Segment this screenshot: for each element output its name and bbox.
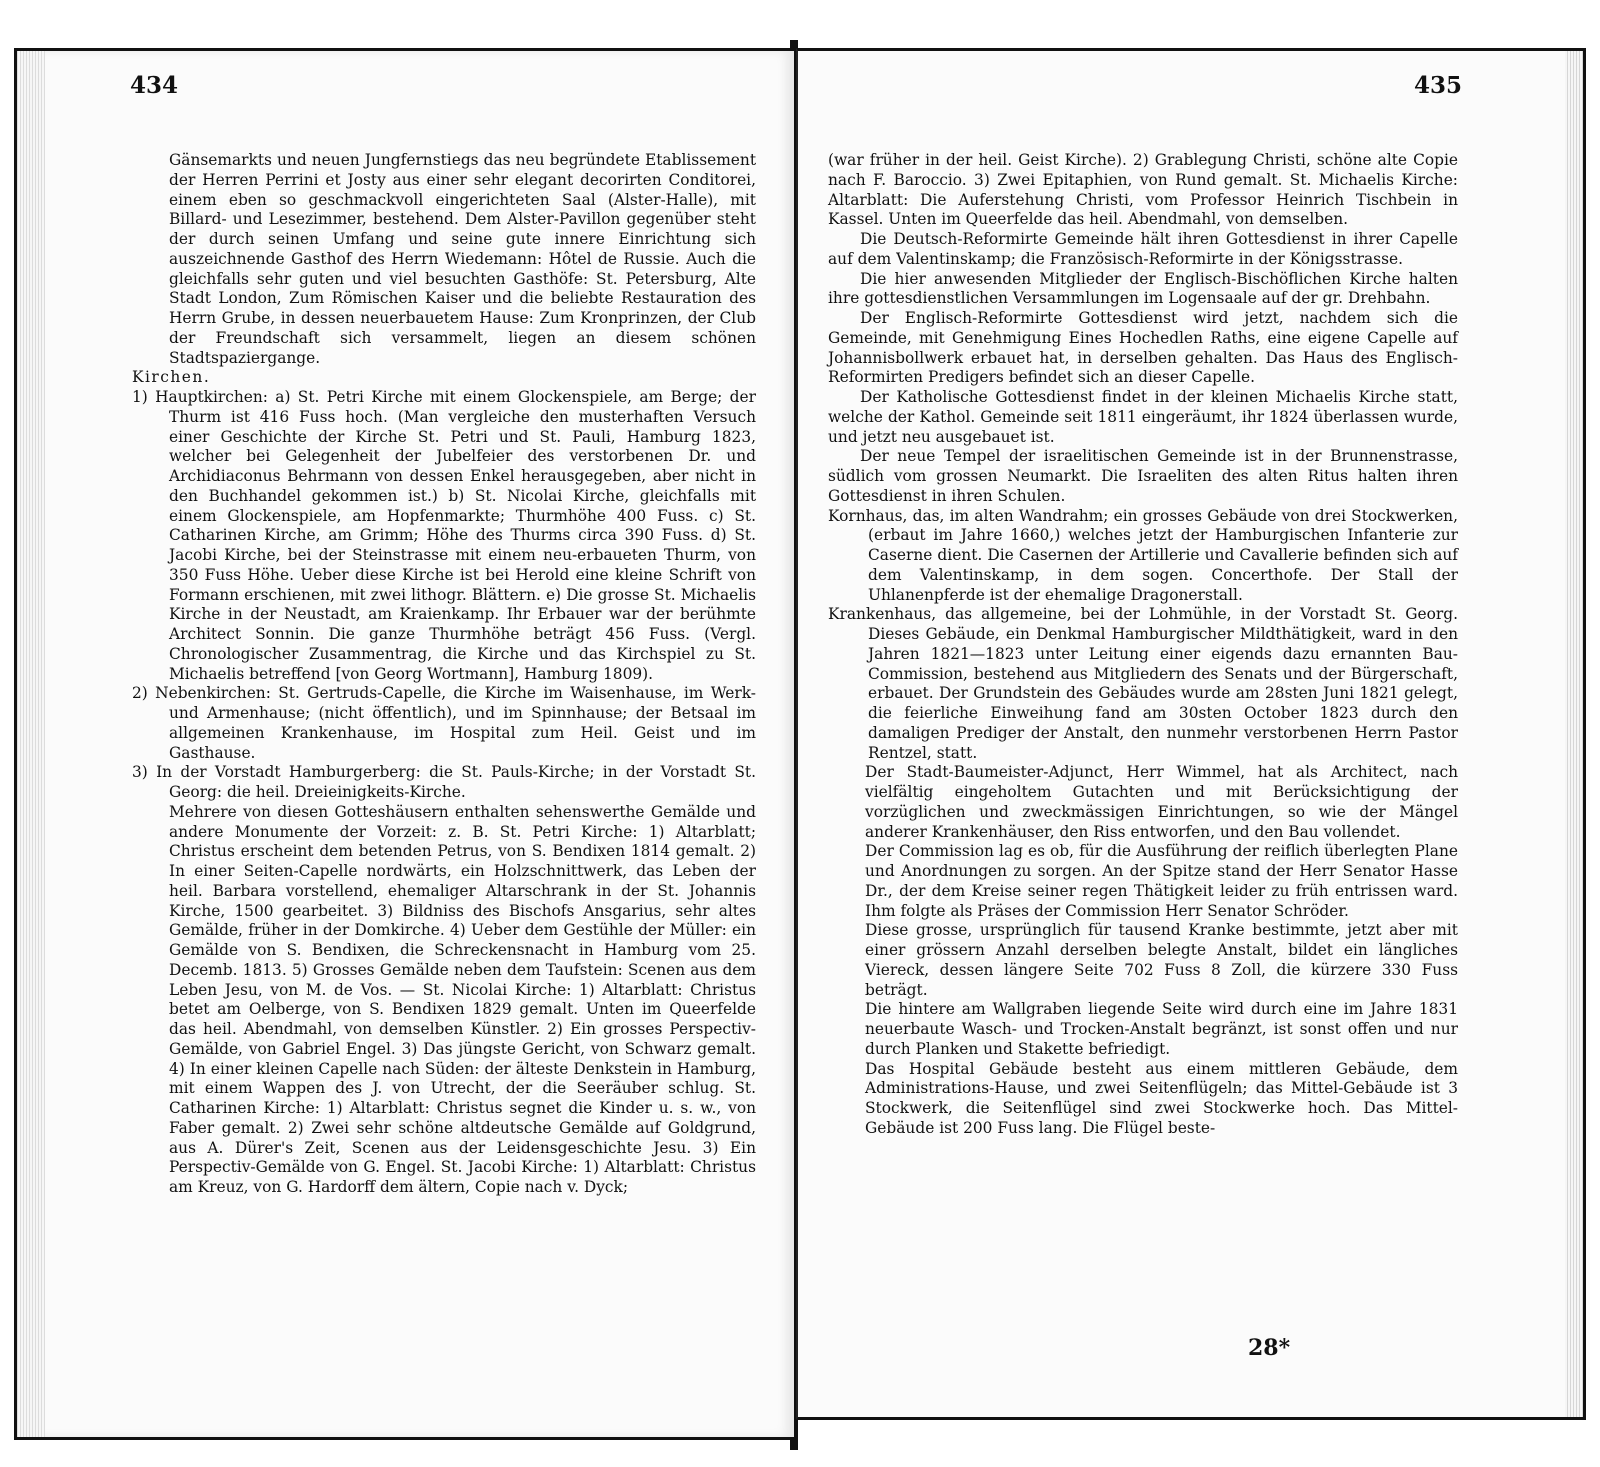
paragraph: Diese grosse, ursprünglich für tausend Kranke bestimmte, jetzt aber mit einer grössern Anzahl derselben belegte Anstalt, bildet ein längliches Viereck, dessen längere Seite 702 Fuss 8 Zoll, die kürzere 330 Fuss beträgt. [865,921,1458,999]
paragraph: Die hintere am Wallgraben liegende Seite wird durch eine im Jahre 1831 neuerbaute Wasch- und Trocken-Anstalt begränzt, ist sonst offen und nur durch Planken und Stakette befriedigt. [865,1000,1458,1058]
list-item: 1) Hauptkirchen: a) St. Petri Kirche mit einem Glockenspiele, am Berge; der Thurm ist 416 Fuss hoch. (Man vergleiche den musterhaften Versuch einer Geschichte der Kirche St. Petri und St. Pauli, Hamburg 1823, welcher bei Gelegenheit der Jubelfeier des verstorbenen Dr. und Archidiaconus Behrmann von dessen Enkel herausgegeben, aber nicht in den Buchhandel gekommen ist.) b) St. Nicolai Kirche, gleichfalls mit einem Glockenspiele, am Hopfenmarkte; Thurmhöhe 400 Fuss. c) St. Catharinen Kirche, am Grimm; Höhe des Thurms circa 390 Fuss. d) St. Jacobi Kirche, bei der Steinstrasse mit einem neu-erbaueten Thurm, von 350 Fuss Höhe. Ueber diese Kirche ist bei Herold eine kleine Schrift von Formann erschienen, mit zwei lithogr. Blättern. e) Die grosse St. Michaelis Kirche in der Neustadt, am Kraienkamp. Ihr Erbauer war der berühmte Architect Sonnin. Die ganze Thurmhöhe beträgt 456 Fuss. (Vergl. Chronologischer Zusammentrag, die Kirche und das Kirchspiel zu St. Michaelis betreffend [von Georg Wortmann], Hamburg 1809). [132,388,756,683]
paragraph: Der Englisch-Reformirte Gottesdienst wird jetzt, nachdem sich die Gemeinde, mit Genehmigung Eines Hochedlen Raths, eine eigene Capelle auf Johannisbollwerk erbauet hat, in derselben gehalten. Das Haus des Englisch-Reformirten Predigers befindet sich an dieser Capelle. [828,309,1458,387]
paragraph: Die hier anwesenden Mitglieder der Englisch-Bischöflichen Kirche halten ihre gottesdienstlichen Versammlungen im Logensaale auf der gr. Drehbahn. [828,269,1458,308]
left-page-number: 434 [130,72,179,99]
paragraph: (war früher in der heil. Geist Kirche). 2) Grablegung Christi, schöne alte Copie nach F. Baroccio. 3) Zwei Epitaphien, von Rund gemalt. St. Michaelis Kirche: Altarblatt: Die Auferstehung Christi, vom Professor Heinrich Tischbein in Kassel. Unten im Queerfelde das heil. Abendmahl, von demselben. [828,151,1458,229]
paragraph: Der neue Tempel der israelitischen Gemeinde ist in der Brunnenstrasse, südlich vom grossen Neumarkt. Die Israeliten des alten Ritus halten ihren Gottesdienst in ihren Schulen. [828,447,1458,505]
signature-mark: 28* [1248,1335,1291,1361]
paragraph: Das Hospital Gebäude besteht aus einem mittleren Gebäude, dem Administrations-Hause, und zwei Seitenflügeln; das Mittel-Gebäude ist 3 Stockwerk, die Seitenflügel sind zwei Stockwerke hoch. Das Mittel-Gebäude ist 200 Fuss lang. Die Flügel beste- [865,1059,1458,1137]
list-item: 2) Nebenkirchen: St. Gertruds-Capelle, die Kirche im Waisenhause, im Werk- und Armenhause; (nicht öffentlich), und im Spinnhause; der Betsaal im allgemeinen Krankenhause, im Hospital zum Heil. Geist und im Gasthause. [132,684,756,762]
right-text-column [828,151,1458,1139]
paragraph: Der Commission lag es ob, für die Ausführung der reiflich überlegten Plane und Anordnungen zu sorgen. An der Spitze stand der Herr Senator Hasse Dr., der dem Kreise seiner regen Thätigkeit leider zu früh entrissen ward. Ihm folgte als Präses der Commission Herr Senator Schröder. [865,842,1458,920]
entry-kornhaus: Kornhaus, das, im alten Wandrahm; ein grosses Gebäude von drei Stockwerken, (erbaut im Jahre 1660,) welches jetzt der Hamburgischen Infanterie zur Caserne dient. Die Casernen der Artillerie und Cavallerie befinden sich auf dem Valentinskamp, in dem sogen. Concerthofe. Der Stall der Uhlanenpferde ist der ehemalige Dragonerstall. [828,506,1458,604]
paragraph: Mehrere von diesen Gotteshäusern enthalten sehenswerthe Gemälde und andere Monumente der Vorzeit: z. B. St. Petri Kirche: 1) Altarblatt; Christus erscheint dem betenden Petrus, von S. Bendixen 1814 gemalt. 2) In einer Seiten-Capelle nordwärts, ein Holzschnittwerk, das Leben der heil. Barbara vorstellend, ehemaliger Altarschrank in der St. Johannis Kirche, 1500 gearbeitet. 3) Bildniss des Bischofs Ansgarius, sehr altes Gemälde, früher in der Domkirche. 4) Ueber dem Gestühle der Müller: ein Gemälde von S. Bendixen, die Schreckensnacht in Hamburg vom 25. Decemb. 1813. 5) Grosses Gemälde neben dem Taufstein: Scenen aus dem Leben Jesu, von M. de Vos. — St. Nicolai Kirche: 1) Altarblatt: Christus betet am Oelberge, von S. Bendixen 1829 gemalt. Unten im Queerfelde das heil. Abendmahl, von demselben Künstler. 2) Ein grosses Perspectiv-Gemälde, von Gabriel Engel. 3) Das jüngste Gericht, von Schwarz gemalt. 4) In einer kleinen Capelle nach Süden: der älteste Denkstein in Hamburg, mit einem Wappen des J. von Utrecht, der die Seeräuber schlug. St. Catharinen Kirche: 1) Altarblatt: Christus segnet die Kinder u. s. w., von Faber gemalt. 2) Zwei sehr schöne altdeutsche Gemälde auf Goldgrund, aus A. Dürer's Zeit, Scenen aus der Leidensgeschichte Jesu. 3) Ein Perspectiv-Gemälde von G. Engel. St. Jacobi Kirche: 1) Altarblatt: Christus am Kreuz, von G. Hardorff dem ältern, Copie nach v. Dyck; [169,802,756,1196]
list-item: 3) In der Vorstadt Hamburgerberg: die St. Pauls-Kirche; in der Vorstadt St. Georg: die heil. Dreieinigkeits-Kirche. [132,763,756,801]
paragraph: Der Katholische Gottesdienst findet in der kleinen Michaelis Kirche statt, welche der Kathol. Gemeinde seit 1811 eingeräumt, ihr 1824 überlassen wurde, und jetzt neu ausgebauet ist. [828,388,1458,446]
paragraph: Der Stadt-Baumeister-Adjunct, Herr Wimmel, hat als Architect, nach vielfältig eingeholtem Gutachten und mit Berücksichtigung der vorzüglichen und zweckmässigen Einrichtungen, so wie der Mängel anderer Krankenhäuser, den Riss entworfen, und den Bau vollendet. [865,763,1458,841]
paragraph: Gänsemarkts und neuen Jungfernstiegs das neu begründete Etablissement der Herren Perrini et Josty aus einer sehr elegant decorirten Conditorei, einem eben so geschmackvoll eingerichteten Saal (Alster-Halle), mit Billard- und Lesezimmer, bestehend. Dem Alster-Pavillon gegenüber steht der durch seinen Umfang und seine gute innere Einrichtung sich auszeichnende Gasthof des Herrn Wiedemann: Hôtel de Russie. Auch die gleichfalls sehr guten und viel besuchten Gasthöfe: St. Petersburg, Alte Stadt London, Zum Römischen Kaiser und die beliebte Restauration des Herrn Grube, in dessen neuerbauetem Hause: Zum Kronprinzen, der Club der Freundschaft sich versammelt, liegen an diesem schönen Stadtspaziergange. [169,151,756,367]
paragraph: Die Deutsch-Reformirte Gemeinde hält ihren Gottesdienst in ihrer Capelle auf dem Valentinskamp; die Französisch-Reformirte in der Königsstrasse. [828,230,1458,268]
entry-krankenhaus: Krankenhaus, das allgemeine, bei der Lohmühle, in der Vorstadt St. Georg. Dieses Gebäude, ein Denkmal Hamburgischer Mildthätigkeit, ward in den Jahren 1821—1823 unter Leitung einer eigends dazu ernannten Bau-Commission, bestehend aus Mitgliedern des Senats und der Bürgerschaft, erbauet. Der Grundstein des Gebäudes wurde am 28sten Juni 1821 gelegt, die feierliche Einweihung fand am 30sten October 1823 durch den damaligen Prediger der Anstalt, den nunmehr verstorbenen Herrn Pastor Rentzel, statt. [828,605,1458,762]
left-text-column [132,151,756,1198]
section-heading: Kirchen. [132,368,211,387]
right-page-number: 435 [1414,72,1463,99]
